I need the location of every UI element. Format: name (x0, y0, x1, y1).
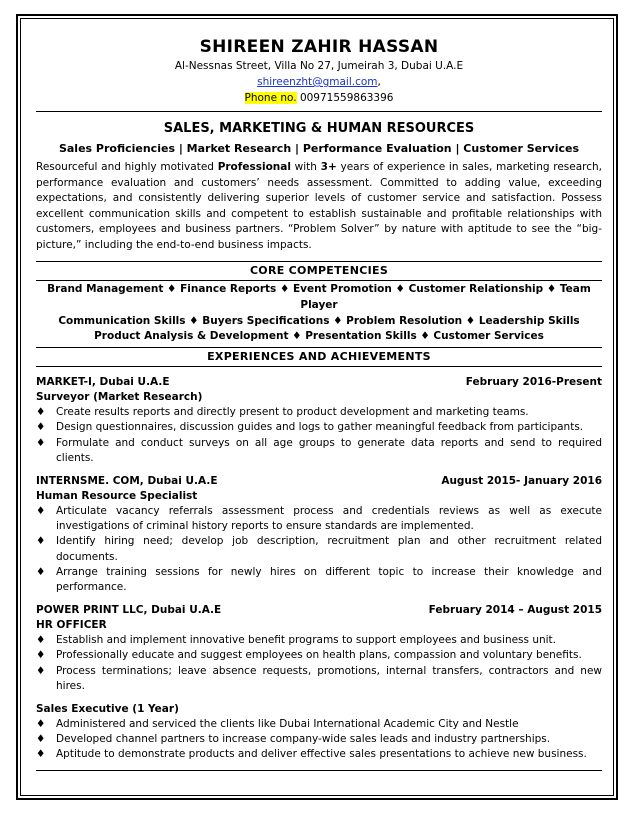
diamond-bullet-icon: ♦ (36, 565, 46, 578)
diamond-bullet-icon: ♦ (36, 634, 46, 647)
bullet-item (36, 633, 602, 648)
header-divider (36, 111, 602, 112)
bullet-text: Aptitude to demonstrate products and deliver effective sales presentations to achieve new business. (56, 748, 587, 761)
email-line (36, 74, 602, 90)
job-dates: August 2015- January 2016 (441, 475, 602, 487)
address: Al-Nessnas Street, Villa No 27, Jumeirah 3, Dubai U.A.E (174, 60, 464, 72)
candidate-name: SHIREEN ZAHIR HASSAN (199, 37, 439, 57)
job-entry (36, 474, 602, 595)
diamond-bullet-icon: ♦ (36, 421, 46, 434)
bullet-text: Create results reports and directly present to product development and marketing teams. (56, 406, 529, 419)
bullet-text: Process terminations; leave absence requests, promotions, internal transfers, contractors and new hires. (56, 664, 602, 692)
phone-label: Phone no. (244, 92, 297, 104)
job-role: HR OFFICER (36, 619, 107, 632)
bullet-text: Professionally educate and suggest employees on health plans, compassion and voluntary benefits. (56, 649, 582, 662)
phone-number: 00971559863396 (296, 92, 394, 104)
job-role: Human Resource Specialist (36, 490, 198, 502)
diamond-bullet-icon: ♦ (36, 535, 46, 548)
bullet-text: Identify hiring need; develop job description, recruitment plan and other recruitment related documents. (56, 535, 602, 563)
competencies-list (36, 282, 602, 345)
job-bullets (36, 504, 602, 595)
diamond-bullet-icon: ♦ (36, 505, 46, 517)
bullet-item (36, 405, 602, 420)
bullet-item (36, 534, 602, 564)
bullet-item (36, 717, 602, 732)
job-entry (36, 603, 602, 762)
job-bullets (36, 405, 602, 466)
bullet-text: Administered and serviced the clients like Dubai International Academic City and Nestle (56, 718, 519, 731)
bullet-item (36, 436, 602, 466)
bullet-text: Articulate vacancy referrals assessment process and credentials reviews as well as execute investigations of criminal history reports to ensure standards are implemented. (56, 505, 602, 533)
summary-paragraph (36, 160, 602, 253)
resume-content (36, 36, 602, 763)
job-role: Surveyor (Market Research) (36, 391, 203, 404)
diamond-bullet-icon: ♦ (36, 436, 46, 449)
diamond-bullet-icon: ♦ (36, 649, 46, 662)
bullet-item (36, 420, 602, 435)
email-link[interactable]: shireenzht@gmail.com (257, 76, 378, 88)
diamond-bullet-icon: ♦ (36, 718, 46, 731)
bullet-item (36, 504, 602, 534)
competency-line: Communication Skills ♦ Buyers Specifications ♦ Problem Resolution ♦ Leadership Skills (58, 314, 580, 327)
job-bullets (36, 717, 602, 763)
bullet-text: Formulate and conduct surveys on all age groups to generate data reports and send to required clients. (56, 436, 602, 464)
competency-line: Brand Management ♦ Finance Reports ♦ Event Promotion ♦ Customer Relationship ♦ Team Player (47, 283, 591, 311)
job-company: INTERNSME. COM, Dubai U.A.E (36, 475, 218, 487)
competency-line: Product Analysis & Development ♦ Presentation Skills ♦ Customer Services (94, 330, 544, 343)
job-header (36, 375, 602, 390)
phone-line (36, 90, 602, 106)
job-bullets (36, 633, 602, 694)
bullet-item (36, 664, 602, 694)
bullet-text: Design questionnaires, discussion guides and logs to gather meaningful feedback from participants. (56, 421, 584, 434)
job-header (36, 603, 602, 618)
bullet-item (36, 565, 602, 595)
bullet-item (36, 747, 602, 762)
job-dates: February 2016-Present (465, 376, 602, 389)
job-entry (36, 375, 602, 466)
diamond-bullet-icon: ♦ (36, 748, 46, 761)
summary-bold-years: 3+ (320, 161, 337, 173)
headline: SALES, MARKETING & HUMAN RESOURCES (163, 121, 475, 136)
bullet-item (36, 732, 602, 747)
footer-divider (36, 770, 602, 771)
summary-text-2: with (290, 161, 321, 173)
section-title-experience: EXPERIENCES AND ACHIEVEMENTS (36, 347, 602, 367)
proficiencies: Sales Proficiencies | Market Research | Performance Evaluation | Customer Services (58, 142, 580, 155)
job-header (36, 474, 602, 489)
diamond-bullet-icon: ♦ (36, 733, 46, 746)
summary-bold-professional: Professional (217, 161, 291, 173)
bullet-item (36, 648, 602, 663)
job-company: MARKET-I, Dubai U.A.E (36, 376, 170, 389)
bullet-text: Developed channel partners to increase company-wide sales leads and industry partnerships. (56, 733, 551, 746)
summary-text-3: years of experience in sales, marketing research, performance evaluation and customers’ needs assessment. Committed to adding value, exceeding expectations, and consistently delivering superior levels of customer service and satisfaction. Possess excellent communication skills and competent to establish sustainable and profitable relationships with customers, employees and business partners. “Problem Solver” by nature with aptitude to see the “big-picture,” including the end-to-end business impacts. (36, 161, 602, 251)
diamond-bullet-icon: ♦ (36, 406, 46, 419)
job-role: Sales Executive (1 Year) (36, 703, 179, 716)
bullet-text: Establish and implement innovative benefit programs to support employees and business unit. (56, 634, 557, 647)
bullet-text: Arrange training sessions for newly hires on different topic to increase their knowledge and performance. (56, 565, 602, 594)
email-suffix: , (377, 76, 381, 88)
job-dates: February 2014 – August 2015 (428, 604, 602, 617)
job-company: POWER PRINT LLC, Dubai U.A.E (36, 604, 222, 617)
summary-text-1: Resourceful and highly motivated (36, 161, 218, 173)
section-title-competencies: CORE COMPETENCIES (36, 261, 602, 281)
resume-header (36, 36, 602, 106)
diamond-bullet-icon: ♦ (36, 664, 46, 677)
